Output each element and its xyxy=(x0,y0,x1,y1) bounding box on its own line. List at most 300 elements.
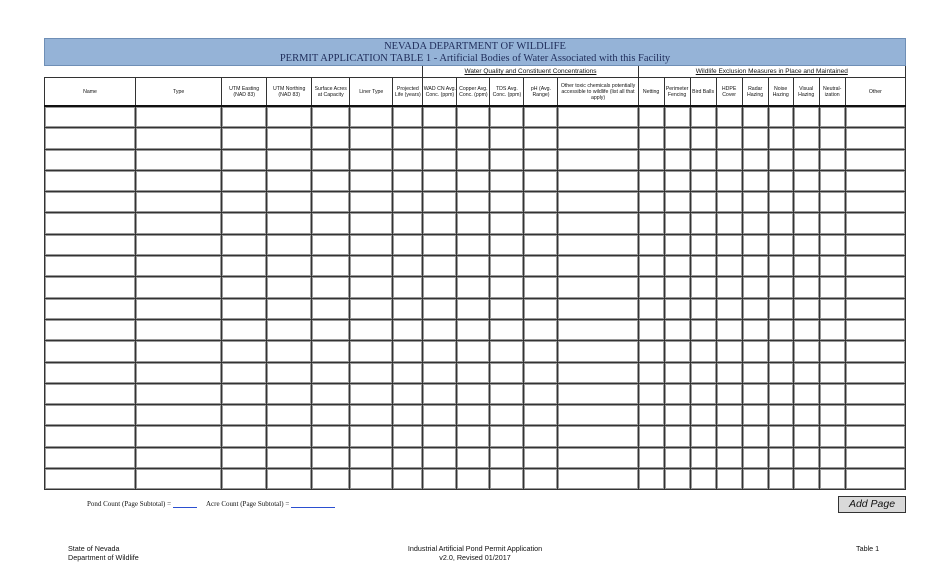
cell-name[interactable] xyxy=(45,469,136,490)
cell-input[interactable] xyxy=(558,277,637,297)
cell-input[interactable] xyxy=(136,235,221,255)
cell-liner-type[interactable] xyxy=(350,447,393,468)
cell-input[interactable] xyxy=(794,320,819,340)
cell-neutralization[interactable] xyxy=(819,192,845,213)
cell-hdpe-cover[interactable] xyxy=(716,469,742,490)
cell-liner-type[interactable] xyxy=(350,128,393,149)
cell-netting[interactable] xyxy=(638,106,664,128)
cell-input[interactable] xyxy=(457,128,489,148)
cell-input[interactable] xyxy=(222,235,266,255)
cell-surface-acres[interactable] xyxy=(312,149,350,170)
cell-surface-acres[interactable] xyxy=(312,256,350,277)
cell-projected-life[interactable] xyxy=(393,426,423,447)
cell-liner-type[interactable] xyxy=(350,383,393,404)
cell-projected-life[interactable] xyxy=(393,383,423,404)
cell-input[interactable] xyxy=(312,107,349,127)
cell-type[interactable] xyxy=(136,277,222,298)
cell-hdpe-cover[interactable] xyxy=(716,426,742,447)
cell-input[interactable] xyxy=(393,363,422,383)
cell-copper[interactable] xyxy=(457,298,490,319)
cell-input[interactable] xyxy=(846,448,905,468)
cell-tds[interactable] xyxy=(490,447,524,468)
cell-liner-type[interactable] xyxy=(350,405,393,426)
cell-input[interactable] xyxy=(136,277,221,297)
cell-input[interactable] xyxy=(393,107,422,127)
cell-tds[interactable] xyxy=(490,170,524,191)
cell-input[interactable] xyxy=(794,448,819,468)
cell-noise-hazing[interactable] xyxy=(768,447,793,468)
cell-name[interactable] xyxy=(45,149,136,170)
cell-input[interactable] xyxy=(820,213,845,233)
cell-input[interactable] xyxy=(558,426,637,446)
cell-input[interactable] xyxy=(423,448,456,468)
cell-tds[interactable] xyxy=(490,234,524,255)
cell-type[interactable] xyxy=(136,447,222,468)
cell-surface-acres[interactable] xyxy=(312,341,350,362)
cell-input[interactable] xyxy=(267,213,311,233)
cell-copper[interactable] xyxy=(457,234,490,255)
cell-input[interactable] xyxy=(524,150,557,170)
cell-input[interactable] xyxy=(743,235,768,255)
cell-input[interactable] xyxy=(490,320,523,340)
cell-utm-northing[interactable] xyxy=(267,106,312,128)
cell-copper[interactable] xyxy=(457,277,490,298)
cell-surface-acres[interactable] xyxy=(312,469,350,490)
cell-input[interactable] xyxy=(691,363,716,383)
cell-ph[interactable] xyxy=(524,469,558,490)
cell-input[interactable] xyxy=(222,213,266,233)
cell-radar-hazing[interactable] xyxy=(742,106,768,128)
cell-input[interactable] xyxy=(312,192,349,212)
cell-input[interactable] xyxy=(639,469,664,489)
cell-input[interactable] xyxy=(691,405,716,425)
cell-input[interactable] xyxy=(457,341,489,361)
cell-copper[interactable] xyxy=(457,128,490,149)
cell-ph[interactable] xyxy=(524,106,558,128)
cell-input[interactable] xyxy=(393,405,422,425)
cell-input[interactable] xyxy=(769,107,793,127)
cell-utm-northing[interactable] xyxy=(267,405,312,426)
cell-bird-balls[interactable] xyxy=(690,213,716,234)
cell-other[interactable] xyxy=(845,149,905,170)
cell-utm-easting[interactable] xyxy=(222,170,267,191)
cell-utm-easting[interactable] xyxy=(222,128,267,149)
cell-hdpe-cover[interactable] xyxy=(716,234,742,255)
cell-input[interactable] xyxy=(490,426,523,446)
cell-tds[interactable] xyxy=(490,341,524,362)
cell-input[interactable] xyxy=(846,235,905,255)
cell-ph[interactable] xyxy=(524,170,558,191)
cell-input[interactable] xyxy=(794,107,819,127)
cell-wad-cn[interactable] xyxy=(423,234,457,255)
cell-input[interactable] xyxy=(423,426,456,446)
cell-input[interactable] xyxy=(743,384,768,404)
cell-liner-type[interactable] xyxy=(350,213,393,234)
cell-input[interactable] xyxy=(717,235,742,255)
cell-input[interactable] xyxy=(423,213,456,233)
cell-input[interactable] xyxy=(423,107,456,127)
cell-input[interactable] xyxy=(639,256,664,276)
cell-input[interactable] xyxy=(717,150,742,170)
cell-surface-acres[interactable] xyxy=(312,298,350,319)
cell-input[interactable] xyxy=(717,363,742,383)
cell-input[interactable] xyxy=(45,235,135,255)
cell-input[interactable] xyxy=(665,171,690,191)
cell-hdpe-cover[interactable] xyxy=(716,213,742,234)
cell-input[interactable] xyxy=(691,299,716,319)
cell-noise-hazing[interactable] xyxy=(768,192,793,213)
cell-hdpe-cover[interactable] xyxy=(716,447,742,468)
cell-radar-hazing[interactable] xyxy=(742,426,768,447)
cell-noise-hazing[interactable] xyxy=(768,362,793,383)
cell-input[interactable] xyxy=(717,341,742,361)
cell-netting[interactable] xyxy=(638,469,664,490)
cell-input[interactable] xyxy=(717,107,742,127)
cell-input[interactable] xyxy=(558,235,637,255)
cell-perimeter-fencing[interactable] xyxy=(664,426,690,447)
cell-input[interactable] xyxy=(267,363,311,383)
cell-input[interactable] xyxy=(639,363,664,383)
cell-input[interactable] xyxy=(665,299,690,319)
cell-neutralization[interactable] xyxy=(819,256,845,277)
cell-other[interactable] xyxy=(845,106,905,128)
cell-liner-type[interactable] xyxy=(350,170,393,191)
cell-input[interactable] xyxy=(136,256,221,276)
cell-other[interactable] xyxy=(845,383,905,404)
cell-input[interactable] xyxy=(393,150,422,170)
cell-input[interactable] xyxy=(743,150,768,170)
cell-visual-hazing[interactable] xyxy=(793,298,819,319)
cell-other-toxic[interactable] xyxy=(558,362,638,383)
cell-tds[interactable] xyxy=(490,426,524,447)
cell-input[interactable] xyxy=(639,107,664,127)
cell-input[interactable] xyxy=(639,128,664,148)
cell-perimeter-fencing[interactable] xyxy=(664,213,690,234)
cell-type[interactable] xyxy=(136,405,222,426)
cell-projected-life[interactable] xyxy=(393,234,423,255)
cell-input[interactable] xyxy=(267,384,311,404)
cell-ph[interactable] xyxy=(524,319,558,340)
cell-input[interactable] xyxy=(691,448,716,468)
cell-neutralization[interactable] xyxy=(819,469,845,490)
cell-input[interactable] xyxy=(665,320,690,340)
cell-perimeter-fencing[interactable] xyxy=(664,149,690,170)
cell-radar-hazing[interactable] xyxy=(742,383,768,404)
cell-input[interactable] xyxy=(743,405,768,425)
cell-input[interactable] xyxy=(769,320,793,340)
cell-hdpe-cover[interactable] xyxy=(716,128,742,149)
cell-tds[interactable] xyxy=(490,192,524,213)
cell-hdpe-cover[interactable] xyxy=(716,256,742,277)
cell-input[interactable] xyxy=(222,469,266,489)
cell-wad-cn[interactable] xyxy=(423,447,457,468)
cell-input[interactable] xyxy=(136,150,221,170)
cell-input[interactable] xyxy=(312,299,349,319)
cell-visual-hazing[interactable] xyxy=(793,469,819,490)
cell-input[interactable] xyxy=(769,235,793,255)
cell-utm-northing[interactable] xyxy=(267,426,312,447)
cell-visual-hazing[interactable] xyxy=(793,341,819,362)
cell-input[interactable] xyxy=(222,277,266,297)
cell-input[interactable] xyxy=(312,448,349,468)
cell-wad-cn[interactable] xyxy=(423,405,457,426)
cell-utm-northing[interactable] xyxy=(267,362,312,383)
cell-netting[interactable] xyxy=(638,319,664,340)
cell-utm-northing[interactable] xyxy=(267,277,312,298)
cell-surface-acres[interactable] xyxy=(312,277,350,298)
cell-noise-hazing[interactable] xyxy=(768,128,793,149)
cell-input[interactable] xyxy=(717,469,742,489)
cell-noise-hazing[interactable] xyxy=(768,383,793,404)
cell-ph[interactable] xyxy=(524,277,558,298)
cell-perimeter-fencing[interactable] xyxy=(664,170,690,191)
cell-utm-northing[interactable] xyxy=(267,170,312,191)
cell-input[interactable] xyxy=(639,384,664,404)
cell-input[interactable] xyxy=(665,235,690,255)
cell-input[interactable] xyxy=(691,107,716,127)
cell-input[interactable] xyxy=(524,405,557,425)
cell-other-toxic[interactable] xyxy=(558,319,638,340)
cell-ph[interactable] xyxy=(524,426,558,447)
cell-name[interactable] xyxy=(45,106,136,128)
cell-input[interactable] xyxy=(222,405,266,425)
cell-input[interactable] xyxy=(423,320,456,340)
cell-input[interactable] xyxy=(490,384,523,404)
cell-input[interactable] xyxy=(717,171,742,191)
cell-name[interactable] xyxy=(45,277,136,298)
cell-input[interactable] xyxy=(846,171,905,191)
cell-ph[interactable] xyxy=(524,256,558,277)
cell-input[interactable] xyxy=(524,363,557,383)
cell-input[interactable] xyxy=(794,363,819,383)
cell-noise-hazing[interactable] xyxy=(768,256,793,277)
cell-projected-life[interactable] xyxy=(393,128,423,149)
cell-input[interactable] xyxy=(820,128,845,148)
cell-perimeter-fencing[interactable] xyxy=(664,256,690,277)
cell-input[interactable] xyxy=(794,469,819,489)
cell-input[interactable] xyxy=(558,320,637,340)
cell-other-toxic[interactable] xyxy=(558,405,638,426)
cell-input[interactable] xyxy=(665,277,690,297)
cell-noise-hazing[interactable] xyxy=(768,234,793,255)
cell-input[interactable] xyxy=(457,277,489,297)
cell-input[interactable] xyxy=(639,192,664,212)
cell-input[interactable] xyxy=(524,426,557,446)
cell-netting[interactable] xyxy=(638,426,664,447)
cell-input[interactable] xyxy=(423,277,456,297)
cell-input[interactable] xyxy=(717,299,742,319)
cell-type[interactable] xyxy=(136,298,222,319)
cell-input[interactable] xyxy=(267,235,311,255)
pond-count-field[interactable] xyxy=(173,498,197,508)
cell-surface-acres[interactable] xyxy=(312,447,350,468)
cell-utm-northing[interactable] xyxy=(267,341,312,362)
cell-name[interactable] xyxy=(45,234,136,255)
cell-visual-hazing[interactable] xyxy=(793,128,819,149)
cell-surface-acres[interactable] xyxy=(312,213,350,234)
cell-netting[interactable] xyxy=(638,192,664,213)
cell-hdpe-cover[interactable] xyxy=(716,298,742,319)
cell-input[interactable] xyxy=(222,171,266,191)
cell-utm-easting[interactable] xyxy=(222,234,267,255)
cell-wad-cn[interactable] xyxy=(423,149,457,170)
cell-name[interactable] xyxy=(45,383,136,404)
cell-ph[interactable] xyxy=(524,341,558,362)
cell-type[interactable] xyxy=(136,192,222,213)
cell-radar-hazing[interactable] xyxy=(742,192,768,213)
cell-input[interactable] xyxy=(350,341,392,361)
cell-input[interactable] xyxy=(665,107,690,127)
cell-liner-type[interactable] xyxy=(350,106,393,128)
cell-input[interactable] xyxy=(393,192,422,212)
cell-input[interactable] xyxy=(846,405,905,425)
cell-wad-cn[interactable] xyxy=(423,298,457,319)
cell-input[interactable] xyxy=(524,277,557,297)
cell-input[interactable] xyxy=(457,150,489,170)
cell-input[interactable] xyxy=(665,128,690,148)
cell-neutralization[interactable] xyxy=(819,405,845,426)
cell-bird-balls[interactable] xyxy=(690,383,716,404)
cell-radar-hazing[interactable] xyxy=(742,469,768,490)
cell-input[interactable] xyxy=(524,384,557,404)
cell-input[interactable] xyxy=(524,341,557,361)
cell-radar-hazing[interactable] xyxy=(742,341,768,362)
cell-bird-balls[interactable] xyxy=(690,341,716,362)
cell-input[interactable] xyxy=(312,341,349,361)
cell-input[interactable] xyxy=(769,405,793,425)
cell-utm-easting[interactable] xyxy=(222,106,267,128)
cell-netting[interactable] xyxy=(638,277,664,298)
cell-input[interactable] xyxy=(769,171,793,191)
cell-type[interactable] xyxy=(136,213,222,234)
cell-input[interactable] xyxy=(665,405,690,425)
cell-projected-life[interactable] xyxy=(393,149,423,170)
cell-input[interactable] xyxy=(312,235,349,255)
cell-copper[interactable] xyxy=(457,192,490,213)
cell-type[interactable] xyxy=(136,256,222,277)
cell-input[interactable] xyxy=(222,341,266,361)
cell-type[interactable] xyxy=(136,426,222,447)
cell-input[interactable] xyxy=(136,405,221,425)
cell-name[interactable] xyxy=(45,447,136,468)
cell-visual-hazing[interactable] xyxy=(793,106,819,128)
cell-input[interactable] xyxy=(222,363,266,383)
cell-utm-easting[interactable] xyxy=(222,362,267,383)
cell-neutralization[interactable] xyxy=(819,234,845,255)
cell-radar-hazing[interactable] xyxy=(742,362,768,383)
cell-input[interactable] xyxy=(691,213,716,233)
cell-netting[interactable] xyxy=(638,128,664,149)
cell-input[interactable] xyxy=(639,235,664,255)
cell-input[interactable] xyxy=(558,213,637,233)
cell-tds[interactable] xyxy=(490,106,524,128)
cell-input[interactable] xyxy=(691,256,716,276)
cell-input[interactable] xyxy=(490,107,523,127)
cell-utm-easting[interactable] xyxy=(222,256,267,277)
cell-hdpe-cover[interactable] xyxy=(716,149,742,170)
cell-radar-hazing[interactable] xyxy=(742,234,768,255)
cell-input[interactable] xyxy=(267,405,311,425)
cell-input[interactable] xyxy=(457,171,489,191)
cell-input[interactable] xyxy=(267,107,311,127)
cell-type[interactable] xyxy=(136,319,222,340)
cell-neutralization[interactable] xyxy=(819,341,845,362)
cell-tds[interactable] xyxy=(490,298,524,319)
cell-input[interactable] xyxy=(743,299,768,319)
cell-perimeter-fencing[interactable] xyxy=(664,405,690,426)
cell-projected-life[interactable] xyxy=(393,213,423,234)
cell-visual-hazing[interactable] xyxy=(793,426,819,447)
cell-input[interactable] xyxy=(717,192,742,212)
cell-input[interactable] xyxy=(820,107,845,127)
cell-other-toxic[interactable] xyxy=(558,256,638,277)
cell-input[interactable] xyxy=(691,150,716,170)
cell-input[interactable] xyxy=(423,299,456,319)
cell-neutralization[interactable] xyxy=(819,298,845,319)
cell-input[interactable] xyxy=(393,469,422,489)
cell-input[interactable] xyxy=(267,192,311,212)
cell-input[interactable] xyxy=(691,384,716,404)
cell-name[interactable] xyxy=(45,192,136,213)
cell-radar-hazing[interactable] xyxy=(742,277,768,298)
cell-copper[interactable] xyxy=(457,383,490,404)
cell-input[interactable] xyxy=(350,469,392,489)
cell-name[interactable] xyxy=(45,362,136,383)
cell-type[interactable] xyxy=(136,341,222,362)
cell-input[interactable] xyxy=(794,426,819,446)
cell-hdpe-cover[interactable] xyxy=(716,362,742,383)
cell-bird-balls[interactable] xyxy=(690,149,716,170)
cell-input[interactable] xyxy=(393,448,422,468)
cell-liner-type[interactable] xyxy=(350,469,393,490)
cell-input[interactable] xyxy=(350,171,392,191)
cell-utm-easting[interactable] xyxy=(222,213,267,234)
cell-copper[interactable] xyxy=(457,341,490,362)
cell-input[interactable] xyxy=(267,128,311,148)
cell-input[interactable] xyxy=(457,213,489,233)
cell-noise-hazing[interactable] xyxy=(768,426,793,447)
cell-visual-hazing[interactable] xyxy=(793,213,819,234)
cell-tds[interactable] xyxy=(490,469,524,490)
cell-neutralization[interactable] xyxy=(819,213,845,234)
cell-input[interactable] xyxy=(136,320,221,340)
cell-input[interactable] xyxy=(45,213,135,233)
cell-utm-easting[interactable] xyxy=(222,298,267,319)
cell-input[interactable] xyxy=(769,277,793,297)
cell-input[interactable] xyxy=(769,256,793,276)
cell-input[interactable] xyxy=(457,235,489,255)
cell-tds[interactable] xyxy=(490,405,524,426)
cell-utm-northing[interactable] xyxy=(267,234,312,255)
cell-input[interactable] xyxy=(267,426,311,446)
cell-input[interactable] xyxy=(794,213,819,233)
cell-other-toxic[interactable] xyxy=(558,149,638,170)
cell-radar-hazing[interactable] xyxy=(742,213,768,234)
cell-input[interactable] xyxy=(222,299,266,319)
cell-input[interactable] xyxy=(717,277,742,297)
cell-input[interactable] xyxy=(558,192,637,212)
cell-other-toxic[interactable] xyxy=(558,298,638,319)
cell-input[interactable] xyxy=(490,128,523,148)
cell-surface-acres[interactable] xyxy=(312,234,350,255)
cell-input[interactable] xyxy=(558,171,637,191)
cell-input[interactable] xyxy=(846,341,905,361)
cell-name[interactable] xyxy=(45,426,136,447)
cell-neutralization[interactable] xyxy=(819,426,845,447)
cell-input[interactable] xyxy=(558,448,637,468)
cell-noise-hazing[interactable] xyxy=(768,405,793,426)
cell-visual-hazing[interactable] xyxy=(793,319,819,340)
